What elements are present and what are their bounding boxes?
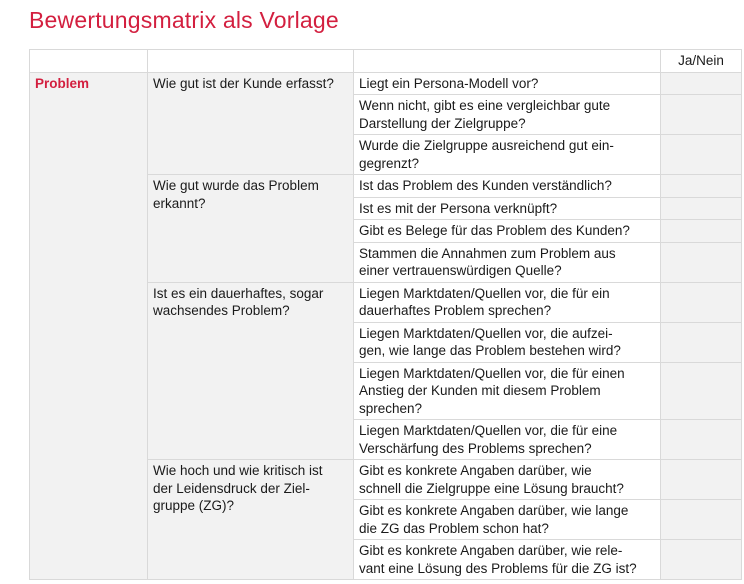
criterion-cell: Gibt es Belege für das Problem des Kunden? [354,220,661,243]
answer-cell[interactable] [661,220,742,243]
criterion-cell: Gibt es konkrete Angaben darüber, wie schnell die Zielgruppe eine Lösung braucht? [354,460,661,500]
criterion-cell: Ist das Problem des Kunden verständlich? [354,175,661,198]
criterion-cell: Wurde die Zielgruppe ausreichend gut ein- gegrenzt? [354,135,661,175]
answer-column-header: Ja/Nein [661,50,742,73]
criterion-cell: Liegen Marktdaten/Quellen vor, die für ein dauerhaftes Problem sprechen? [354,282,661,322]
answer-cell[interactable] [661,500,742,540]
criterion-cell: Gibt es konkrete Angaben darüber, wie rele- vant eine Lösung des Problems für die ZG ist? [354,540,661,580]
answer-cell[interactable] [661,322,742,362]
answer-cell[interactable] [661,135,742,175]
question-cell: Ist es ein dauerhaftes, sogar wachsendes Problem? [148,282,354,460]
answer-cell[interactable] [661,72,742,95]
question-cell: Wie gut wurde das Problem erkannt? [148,175,354,283]
answer-cell[interactable] [661,175,742,198]
criterion-cell: Stammen die Annahmen zum Problem aus einer vertrauenswürdigen Quelle? [354,242,661,282]
criterion-cell: Wenn nicht, gibt es eine vergleichbar gute Darstellung der Zielgruppe? [354,95,661,135]
criterion-cell: Liegen Marktdaten/Quellen vor, die für einen Anstieg der Kunden mit diesem Problem sprechen? [354,362,661,420]
answer-cell[interactable] [661,95,742,135]
answer-cell[interactable] [661,420,742,460]
answer-cell[interactable] [661,197,742,220]
question-cell: Wie gut ist der Kunde erfasst? [148,72,354,175]
category-cell: Problem [30,72,148,580]
answer-cell[interactable] [661,460,742,500]
answer-cell[interactable] [661,540,742,580]
criterion-cell: Gibt es konkrete Angaben darüber, wie lange die ZG das Problem schon hat? [354,500,661,540]
header-empty-cell [354,50,661,73]
answer-cell[interactable] [661,282,742,322]
header-empty-cell [148,50,354,73]
criterion-cell: Liegt ein Persona-Modell vor? [354,72,661,95]
header-row [30,50,742,73]
page-title: Bewertungsmatrix als Vorlage [29,7,339,33]
evaluation-matrix-table [29,49,742,580]
answer-cell[interactable] [661,362,742,420]
question-cell: Wie hoch und wie kritisch ist der Leidensdruck der Ziel- gruppe (ZG)? [148,460,354,580]
table-row [30,72,742,95]
criterion-cell: Liegen Marktdaten/Quellen vor, die für eine Verschärfung des Problems sprechen? [354,420,661,460]
criterion-cell: Ist es mit der Persona verknüpft? [354,197,661,220]
answer-cell[interactable] [661,242,742,282]
criterion-cell: Liegen Marktdaten/Quellen vor, die aufzei- gen, wie lange das Problem bestehen wird? [354,322,661,362]
header-empty-cell [30,50,148,73]
